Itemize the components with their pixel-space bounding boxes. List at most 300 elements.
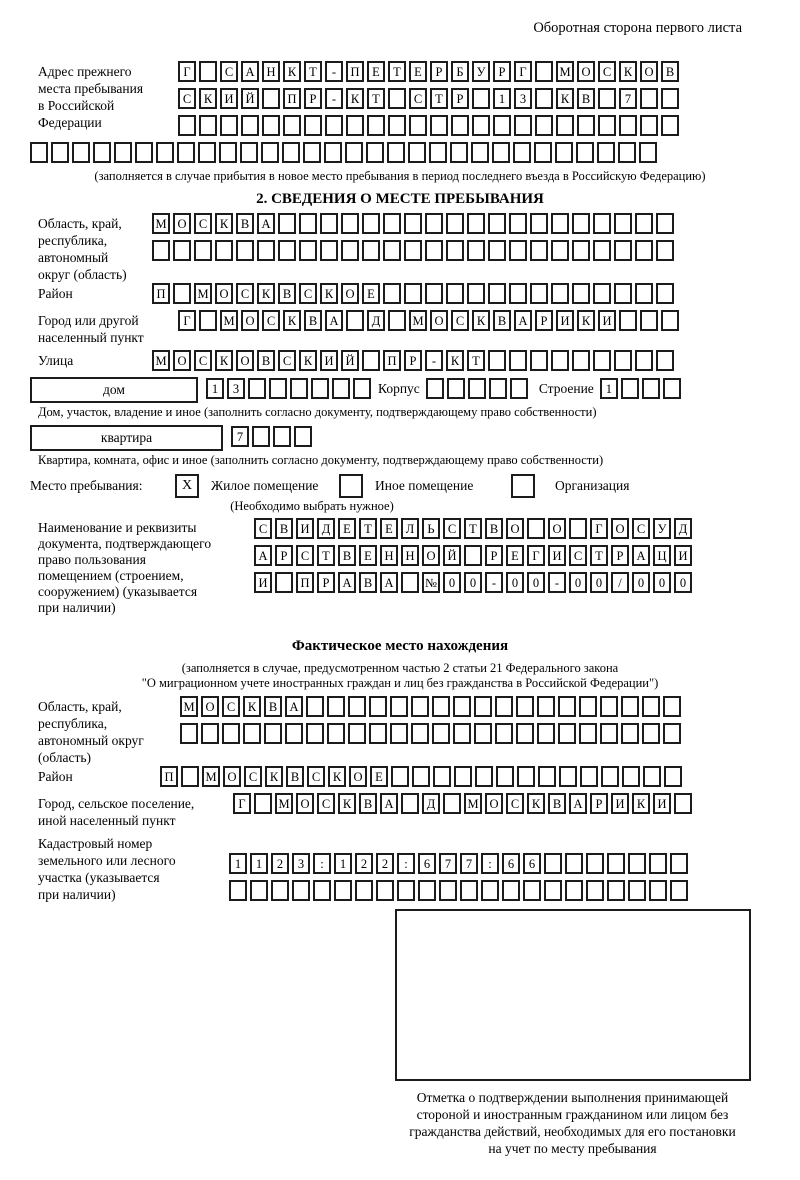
char-cell[interactable]: Р (317, 572, 335, 593)
char-cell[interactable] (355, 880, 373, 901)
char-cell[interactable] (362, 240, 380, 261)
char-cell[interactable] (366, 142, 384, 163)
char-cell[interactable] (429, 142, 447, 163)
char-cell[interactable] (558, 696, 576, 717)
char-cell[interactable] (559, 766, 577, 787)
char-cell[interactable]: - (325, 88, 343, 109)
char-cell[interactable] (460, 880, 478, 901)
char-cell[interactable] (579, 723, 597, 744)
char-cell[interactable]: Ц (653, 545, 671, 566)
char-cell[interactable] (454, 766, 472, 787)
char-cell[interactable]: С (307, 766, 325, 787)
char-cell[interactable]: Е (409, 61, 427, 82)
char-cell[interactable]: Е (362, 283, 380, 304)
char-cell[interactable] (538, 766, 556, 787)
char-cell[interactable]: В (286, 766, 304, 787)
char-cell[interactable]: Р (590, 793, 608, 814)
char-cell[interactable] (517, 766, 535, 787)
char-cell[interactable] (346, 115, 364, 136)
char-cell[interactable] (572, 350, 590, 371)
char-cell[interactable] (493, 115, 511, 136)
char-cell[interactable] (345, 142, 363, 163)
char-cell[interactable] (661, 310, 679, 331)
char-cell[interactable]: 0 (527, 572, 545, 593)
char-cell[interactable] (502, 880, 520, 901)
char-cell[interactable] (51, 142, 69, 163)
char-cell[interactable]: В (577, 88, 595, 109)
char-cell[interactable] (534, 142, 552, 163)
char-cell[interactable]: О (215, 283, 233, 304)
char-cell[interactable] (430, 115, 448, 136)
char-cell[interactable]: № (422, 572, 440, 593)
char-cell[interactable] (492, 142, 510, 163)
char-cell[interactable] (489, 378, 507, 399)
char-cell[interactable] (593, 240, 611, 261)
char-cell[interactable] (579, 696, 597, 717)
char-cell[interactable] (411, 696, 429, 717)
char-cell[interactable]: 3 (227, 378, 245, 399)
char-cell[interactable] (181, 766, 199, 787)
char-cell[interactable] (537, 696, 555, 717)
char-cell[interactable] (439, 880, 457, 901)
char-cell[interactable] (577, 115, 595, 136)
char-cell[interactable] (472, 115, 490, 136)
char-cell[interactable]: О (173, 350, 191, 371)
char-cell[interactable]: К (556, 88, 574, 109)
char-cell[interactable]: А (257, 213, 275, 234)
char-cell[interactable]: 0 (653, 572, 671, 593)
char-cell[interactable]: В (278, 283, 296, 304)
char-cell[interactable]: Р (535, 310, 553, 331)
char-cell[interactable]: С (451, 310, 469, 331)
char-cell[interactable]: : (397, 853, 415, 874)
char-cell[interactable] (425, 213, 443, 234)
char-cell[interactable] (269, 378, 287, 399)
char-cell[interactable]: 7 (460, 853, 478, 874)
char-cell[interactable] (488, 350, 506, 371)
char-cell[interactable]: Т (590, 545, 608, 566)
char-cell[interactable]: В (359, 572, 377, 593)
char-cell[interactable] (572, 240, 590, 261)
char-cell[interactable] (635, 240, 653, 261)
char-cell[interactable] (156, 142, 174, 163)
char-cell[interactable] (264, 723, 282, 744)
char-cell[interactable]: Р (404, 350, 422, 371)
char-cell[interactable] (621, 696, 639, 717)
char-cell[interactable]: 3 (292, 853, 310, 874)
char-cell[interactable] (114, 142, 132, 163)
char-cell[interactable]: 1 (206, 378, 224, 399)
char-cell[interactable]: Т (367, 88, 385, 109)
char-cell[interactable]: П (152, 283, 170, 304)
char-cell[interactable]: 7 (231, 426, 249, 447)
char-cell[interactable]: К (338, 793, 356, 814)
char-cell[interactable]: 0 (590, 572, 608, 593)
char-cell[interactable] (241, 115, 259, 136)
char-cell[interactable] (670, 853, 688, 874)
char-cell[interactable]: И (674, 545, 692, 566)
char-cell[interactable] (177, 142, 195, 163)
char-cell[interactable] (635, 283, 653, 304)
char-cell[interactable] (544, 853, 562, 874)
char-cell[interactable] (453, 723, 471, 744)
char-cell[interactable] (290, 378, 308, 399)
char-cell[interactable]: К (215, 350, 233, 371)
char-cell[interactable] (544, 880, 562, 901)
char-cell[interactable]: 7 (439, 853, 457, 874)
char-cell[interactable] (383, 283, 401, 304)
char-cell[interactable]: О (223, 766, 241, 787)
char-cell[interactable] (468, 378, 486, 399)
char-cell[interactable]: Е (367, 61, 385, 82)
char-cell[interactable] (523, 880, 541, 901)
char-cell[interactable] (348, 723, 366, 744)
char-cell[interactable]: 6 (418, 853, 436, 874)
char-cell[interactable] (663, 723, 681, 744)
char-cell[interactable] (530, 240, 548, 261)
char-cell[interactable]: К (577, 310, 595, 331)
char-cell[interactable] (481, 880, 499, 901)
char-cell[interactable] (178, 115, 196, 136)
char-cell[interactable] (488, 283, 506, 304)
char-cell[interactable]: С (220, 61, 238, 82)
char-cell[interactable] (642, 696, 660, 717)
char-cell[interactable] (597, 142, 615, 163)
char-cell[interactable]: О (296, 793, 314, 814)
char-cell[interactable]: / (611, 572, 629, 593)
char-cell[interactable] (495, 723, 513, 744)
char-cell[interactable]: Т (359, 518, 377, 539)
char-cell[interactable] (362, 350, 380, 371)
char-cell[interactable] (642, 723, 660, 744)
char-cell[interactable] (397, 880, 415, 901)
char-cell[interactable]: 1 (600, 378, 618, 399)
char-cell[interactable] (278, 213, 296, 234)
char-cell[interactable] (173, 283, 191, 304)
char-cell[interactable]: О (577, 61, 595, 82)
char-cell[interactable] (412, 766, 430, 787)
char-cell[interactable]: С (506, 793, 524, 814)
char-cell[interactable] (236, 240, 254, 261)
char-cell[interactable]: В (493, 310, 511, 331)
char-cell[interactable] (639, 142, 657, 163)
char-cell[interactable] (327, 723, 345, 744)
char-cell[interactable]: В (264, 696, 282, 717)
char-cell[interactable] (510, 378, 528, 399)
char-cell[interactable]: Р (430, 61, 448, 82)
char-cell[interactable] (467, 283, 485, 304)
char-cell[interactable]: - (548, 572, 566, 593)
char-cell[interactable] (254, 793, 272, 814)
char-cell[interactable] (451, 115, 469, 136)
char-cell[interactable]: - (325, 61, 343, 82)
char-cell[interactable]: И (653, 793, 671, 814)
char-cell[interactable] (628, 853, 646, 874)
char-cell[interactable]: М (152, 213, 170, 234)
char-cell[interactable] (306, 696, 324, 717)
char-cell[interactable] (404, 213, 422, 234)
char-cell[interactable] (411, 723, 429, 744)
char-cell[interactable]: Д (674, 518, 692, 539)
char-cell[interactable] (656, 283, 674, 304)
char-cell[interactable]: Д (367, 310, 385, 331)
char-cell[interactable]: 1 (493, 88, 511, 109)
char-cell[interactable] (152, 240, 170, 261)
char-cell[interactable] (535, 115, 553, 136)
char-cell[interactable] (325, 115, 343, 136)
char-cell[interactable]: В (338, 545, 356, 566)
char-cell[interactable]: О (640, 61, 658, 82)
char-cell[interactable] (215, 240, 233, 261)
char-cell[interactable]: Е (338, 518, 356, 539)
char-cell[interactable] (446, 240, 464, 261)
organization-checkbox[interactable] (511, 474, 535, 498)
char-cell[interactable] (72, 142, 90, 163)
char-cell[interactable] (600, 696, 618, 717)
char-cell[interactable] (425, 283, 443, 304)
char-cell[interactable] (332, 378, 350, 399)
char-cell[interactable] (222, 723, 240, 744)
char-cell[interactable] (250, 880, 268, 901)
char-cell[interactable] (299, 213, 317, 234)
char-cell[interactable]: П (383, 350, 401, 371)
char-cell[interactable] (327, 696, 345, 717)
char-cell[interactable]: С (254, 518, 272, 539)
char-cell[interactable]: Р (611, 545, 629, 566)
char-cell[interactable] (390, 696, 408, 717)
char-cell[interactable]: А (569, 793, 587, 814)
char-cell[interactable] (369, 723, 387, 744)
char-cell[interactable] (341, 213, 359, 234)
char-cell[interactable] (447, 378, 465, 399)
char-cell[interactable]: С (194, 350, 212, 371)
char-cell[interactable]: Ь (422, 518, 440, 539)
char-cell[interactable]: А (325, 310, 343, 331)
char-cell[interactable] (551, 213, 569, 234)
char-cell[interactable]: О (611, 518, 629, 539)
char-cell[interactable] (642, 378, 660, 399)
char-cell[interactable]: Й (241, 88, 259, 109)
char-cell[interactable] (614, 240, 632, 261)
char-cell[interactable] (509, 240, 527, 261)
char-cell[interactable]: С (569, 545, 587, 566)
char-cell[interactable]: С (299, 283, 317, 304)
char-cell[interactable] (556, 115, 574, 136)
char-cell[interactable] (537, 723, 555, 744)
char-cell[interactable] (275, 572, 293, 593)
char-cell[interactable] (362, 213, 380, 234)
char-cell[interactable] (614, 213, 632, 234)
char-cell[interactable] (320, 240, 338, 261)
char-cell[interactable] (303, 142, 321, 163)
char-cell[interactable] (311, 378, 329, 399)
char-cell[interactable] (661, 115, 679, 136)
char-cell[interactable]: Н (380, 545, 398, 566)
char-cell[interactable] (664, 766, 682, 787)
char-cell[interactable]: К (199, 88, 217, 109)
char-cell[interactable]: О (201, 696, 219, 717)
char-cell[interactable]: Т (317, 545, 335, 566)
char-cell[interactable] (198, 142, 216, 163)
char-cell[interactable]: Р (485, 545, 503, 566)
char-cell[interactable] (514, 115, 532, 136)
char-cell[interactable]: 0 (632, 572, 650, 593)
char-cell[interactable] (530, 350, 548, 371)
char-cell[interactable] (401, 572, 419, 593)
char-cell[interactable]: К (257, 283, 275, 304)
char-cell[interactable]: В (359, 793, 377, 814)
char-cell[interactable]: А (241, 61, 259, 82)
char-cell[interactable]: Г (178, 310, 196, 331)
char-cell[interactable]: Т (464, 518, 482, 539)
char-cell[interactable]: Р (493, 61, 511, 82)
char-cell[interactable] (656, 213, 674, 234)
char-cell[interactable] (643, 766, 661, 787)
char-cell[interactable]: С (632, 518, 650, 539)
char-cell[interactable] (619, 115, 637, 136)
char-cell[interactable] (607, 853, 625, 874)
char-cell[interactable] (565, 880, 583, 901)
char-cell[interactable]: Т (304, 61, 322, 82)
char-cell[interactable] (593, 283, 611, 304)
char-cell[interactable]: Г (233, 793, 251, 814)
char-cell[interactable]: С (278, 350, 296, 371)
char-cell[interactable] (271, 880, 289, 901)
char-cell[interactable] (622, 766, 640, 787)
char-cell[interactable] (199, 61, 217, 82)
char-cell[interactable] (621, 723, 639, 744)
char-cell[interactable] (619, 310, 637, 331)
char-cell[interactable]: К (299, 350, 317, 371)
char-cell[interactable]: Т (430, 88, 448, 109)
char-cell[interactable]: К (632, 793, 650, 814)
char-cell[interactable]: И (320, 350, 338, 371)
char-cell[interactable]: Д (422, 793, 440, 814)
char-cell[interactable] (334, 880, 352, 901)
char-cell[interactable] (607, 880, 625, 901)
char-cell[interactable]: И (296, 518, 314, 539)
char-cell[interactable]: 6 (523, 853, 541, 874)
char-cell[interactable]: 2 (376, 853, 394, 874)
char-cell[interactable] (391, 766, 409, 787)
char-cell[interactable]: 6 (502, 853, 520, 874)
char-cell[interactable] (586, 853, 604, 874)
char-cell[interactable] (432, 723, 450, 744)
char-cell[interactable]: С (317, 793, 335, 814)
char-cell[interactable]: Р (451, 88, 469, 109)
char-cell[interactable]: М (556, 61, 574, 82)
char-cell[interactable]: Й (341, 350, 359, 371)
char-cell[interactable] (474, 696, 492, 717)
char-cell[interactable]: К (215, 213, 233, 234)
char-cell[interactable] (299, 240, 317, 261)
char-cell[interactable] (220, 115, 238, 136)
char-cell[interactable] (387, 142, 405, 163)
char-cell[interactable] (425, 240, 443, 261)
char-cell[interactable]: К (320, 283, 338, 304)
char-cell[interactable]: П (346, 61, 364, 82)
char-cell[interactable]: М (202, 766, 220, 787)
char-cell[interactable] (446, 283, 464, 304)
char-cell[interactable]: А (285, 696, 303, 717)
char-cell[interactable]: Й (443, 545, 461, 566)
char-cell[interactable] (313, 880, 331, 901)
char-cell[interactable]: Е (359, 545, 377, 566)
char-cell[interactable]: К (346, 88, 364, 109)
char-cell[interactable]: П (160, 766, 178, 787)
char-cell[interactable]: А (254, 545, 272, 566)
char-cell[interactable]: С (443, 518, 461, 539)
char-cell[interactable] (674, 793, 692, 814)
char-cell[interactable]: Р (304, 88, 322, 109)
char-cell[interactable]: В (485, 518, 503, 539)
char-cell[interactable] (240, 142, 258, 163)
char-cell[interactable] (509, 213, 527, 234)
char-cell[interactable] (663, 696, 681, 717)
char-cell[interactable]: В (304, 310, 322, 331)
char-cell[interactable] (404, 240, 422, 261)
char-cell[interactable] (467, 213, 485, 234)
char-cell[interactable] (467, 240, 485, 261)
char-cell[interactable] (443, 793, 461, 814)
char-cell[interactable] (262, 115, 280, 136)
char-cell[interactable]: О (341, 283, 359, 304)
char-cell[interactable]: В (275, 518, 293, 539)
char-cell[interactable] (628, 880, 646, 901)
char-cell[interactable]: 0 (674, 572, 692, 593)
char-cell[interactable]: О (422, 545, 440, 566)
char-cell[interactable]: О (241, 310, 259, 331)
char-cell[interactable]: К (527, 793, 545, 814)
char-cell[interactable] (640, 115, 658, 136)
char-cell[interactable] (273, 426, 291, 447)
char-cell[interactable]: М (275, 793, 293, 814)
char-cell[interactable] (614, 283, 632, 304)
char-cell[interactable]: Г (527, 545, 545, 566)
char-cell[interactable] (173, 240, 191, 261)
char-cell[interactable]: 3 (514, 88, 532, 109)
char-cell[interactable]: Р (275, 545, 293, 566)
char-cell[interactable] (516, 696, 534, 717)
char-cell[interactable]: 2 (271, 853, 289, 874)
char-cell[interactable] (535, 88, 553, 109)
char-cell[interactable] (409, 115, 427, 136)
char-cell[interactable]: 0 (464, 572, 482, 593)
char-cell[interactable] (278, 240, 296, 261)
char-cell[interactable] (601, 766, 619, 787)
char-cell[interactable]: О (173, 213, 191, 234)
char-cell[interactable]: К (472, 310, 490, 331)
char-cell[interactable] (388, 88, 406, 109)
char-cell[interactable] (201, 723, 219, 744)
char-cell[interactable]: К (283, 61, 301, 82)
char-cell[interactable]: А (380, 793, 398, 814)
char-cell[interactable]: 1 (229, 853, 247, 874)
char-cell[interactable]: И (220, 88, 238, 109)
char-cell[interactable] (496, 766, 514, 787)
char-cell[interactable]: С (222, 696, 240, 717)
char-cell[interactable]: Д (317, 518, 335, 539)
char-cell[interactable] (257, 240, 275, 261)
char-cell[interactable] (509, 283, 527, 304)
char-cell[interactable] (376, 880, 394, 901)
char-cell[interactable] (600, 723, 618, 744)
char-cell[interactable] (388, 115, 406, 136)
char-cell[interactable] (509, 350, 527, 371)
char-cell[interactable] (555, 142, 573, 163)
char-cell[interactable] (618, 142, 636, 163)
char-cell[interactable] (229, 880, 247, 901)
